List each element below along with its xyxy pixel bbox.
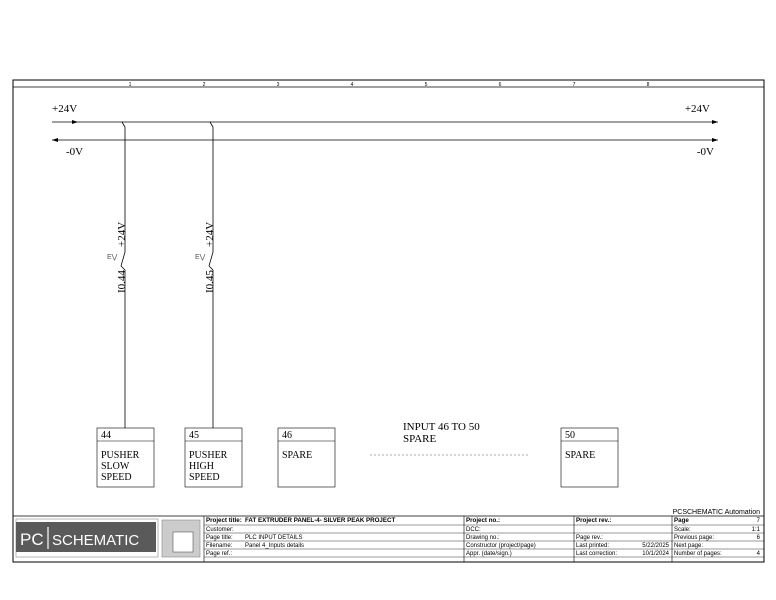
- column-number: 5: [424, 82, 428, 88]
- terminal-number: 46: [282, 430, 292, 441]
- input-circuit-45: [185, 122, 242, 487]
- column-number: 7: [572, 82, 576, 88]
- negative-rail: [52, 138, 718, 158]
- terminal-desc-line: SPEED: [189, 472, 220, 483]
- previous-page-label: Previous page:: [674, 535, 715, 541]
- last-printed-label: Last printed:: [576, 543, 610, 549]
- logo-text-right: SCHEMATIC: [52, 532, 140, 549]
- spare-terminal-50: [561, 428, 618, 487]
- number-of-pages-value: 4: [756, 551, 760, 557]
- supply-label: +24V: [116, 221, 128, 247]
- supply-label: +24V: [204, 221, 216, 247]
- input-address: I0.45: [204, 270, 216, 293]
- next-page-label: Next page:: [674, 543, 704, 549]
- appr-label: Appr. (date/sign.): [466, 551, 512, 557]
- column-number: 3: [276, 82, 280, 88]
- title-block: [16, 509, 764, 562]
- project-title-label: Project title:: [206, 517, 242, 524]
- terminal-desc-line: SLOW: [101, 461, 130, 472]
- terminal-desc-line: HIGH: [189, 461, 214, 472]
- sheet-frame: [13, 80, 764, 562]
- terminal-number: 50: [565, 430, 575, 441]
- terminal-desc-line: PUSHER: [189, 450, 228, 461]
- column-number: 8: [646, 82, 650, 88]
- project-rev-label: Project rev.:: [576, 517, 612, 524]
- note-line: SPARE: [403, 433, 437, 445]
- scale-value: 1:1: [751, 527, 760, 533]
- rail-arrow-icon: [712, 120, 718, 124]
- terminal-number: 45: [189, 430, 199, 441]
- column-number: 4: [350, 82, 354, 88]
- vendor-label: PCSCHEMATIC Automation: [672, 509, 760, 516]
- switch-glyph: E⋁: [107, 254, 118, 261]
- page-ref-label: Page ref.:: [206, 551, 233, 557]
- column-number: 2: [202, 82, 206, 88]
- scale-label: Scale:: [674, 527, 691, 533]
- terminal-desc-line: PUSHER: [101, 450, 140, 461]
- input-circuit-44: [97, 122, 154, 487]
- terminal-desc-line: SPARE: [565, 450, 596, 461]
- terminal-number: 44: [101, 430, 111, 441]
- switch-glyph: E⋁: [195, 254, 206, 261]
- page-value: 7: [756, 517, 760, 524]
- page-rev-label: Page rev.:: [576, 535, 603, 541]
- previous-page-value: 6: [756, 535, 760, 541]
- customer-label: Customer:: [206, 527, 234, 533]
- rail-arrow-icon: [52, 138, 58, 142]
- page-title-value: PLC INPUT DETAILS: [245, 535, 303, 541]
- spare-range-note: [370, 421, 530, 455]
- dcc-label: DCC:: [466, 527, 481, 533]
- filename-value: Panel 4_Inputs details: [245, 543, 305, 549]
- last-printed-value: 5/22/2025: [642, 543, 669, 549]
- column-number: 6: [498, 82, 502, 88]
- logo-emblem-inner: [173, 532, 193, 552]
- input-address: I0.44: [116, 270, 128, 293]
- page-label: Page: [674, 517, 689, 524]
- drawing-no-label: Drawing no.:: [466, 535, 500, 541]
- last-correction-value: 10/1/2024: [642, 551, 669, 557]
- project-no-label: Project no.:: [466, 517, 501, 524]
- project-title-value: FAT EXTRUDER PANEL-4- SILVER PEAK PROJECT: [245, 517, 396, 524]
- negative-rail-label-right: -0V: [696, 146, 714, 158]
- column-number: 1: [128, 82, 132, 88]
- last-correction-label: Last correction:: [576, 551, 618, 557]
- constructor-label: Constructor (project/page): [466, 543, 536, 549]
- spare-terminal-46: [278, 428, 335, 487]
- negative-rail-label-left: -0V: [66, 146, 84, 158]
- number-of-pages-label: Number of pages:: [674, 551, 722, 557]
- page-title-label: Page title:: [206, 535, 233, 541]
- note-line: INPUT 46 TO 50: [403, 421, 480, 433]
- switch-contact-icon: [121, 252, 125, 270]
- terminal-desc-line: SPEED: [101, 472, 132, 483]
- rail-arrow-icon: [72, 120, 78, 124]
- positive-rail-label-right: +24V: [684, 103, 710, 115]
- terminal-desc-line: SPARE: [282, 450, 313, 461]
- logo-text-left: PC: [20, 530, 44, 549]
- filename-label: Filename:: [206, 543, 233, 549]
- rail-arrow-icon: [712, 138, 718, 142]
- positive-rail-label-left: +24V: [52, 103, 78, 115]
- switch-contact-icon: [209, 252, 213, 270]
- positive-rail: [52, 103, 718, 124]
